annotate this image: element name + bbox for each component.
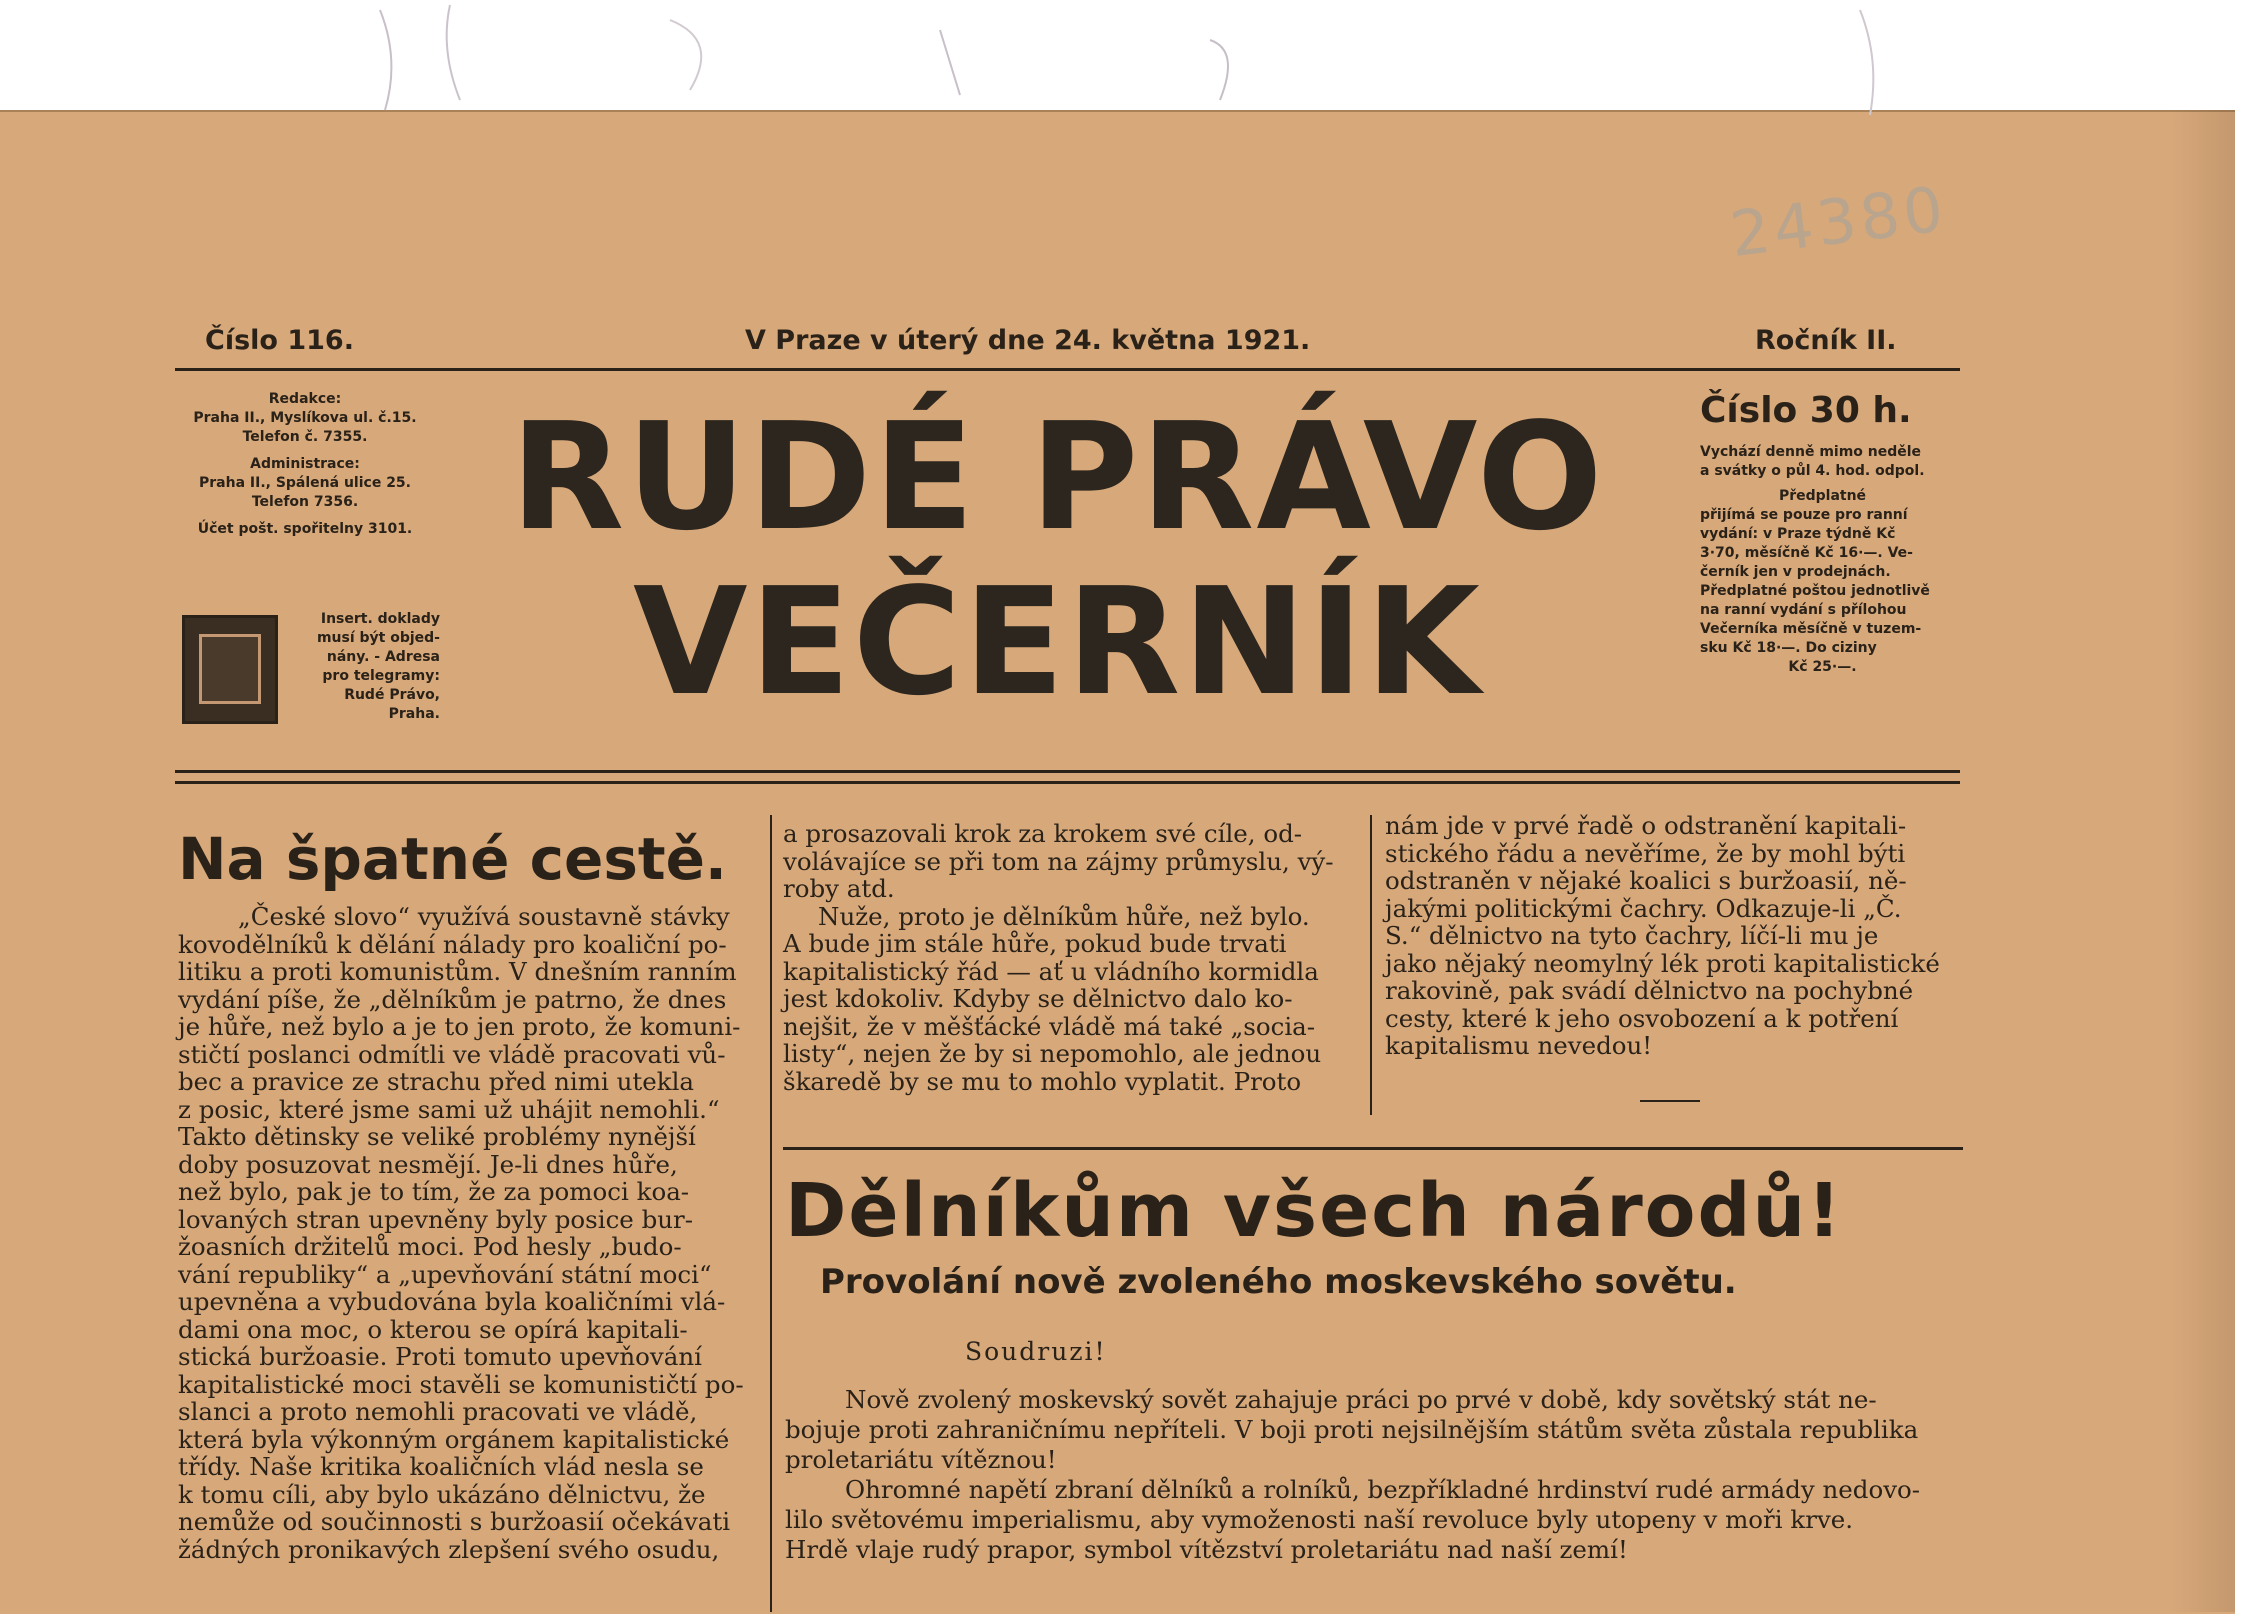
text-line: dami ona moc, o kterou se opírá kapitali- bbox=[178, 1314, 688, 1344]
text-line: škaredě by se mu to mohlo vyplatit. Proto bbox=[783, 1066, 1302, 1096]
info-line: Telefon č. 7355. bbox=[242, 429, 368, 445]
sub-line: sku Kč 18·—. Do ciziny bbox=[1700, 640, 1877, 656]
column-divider-2 bbox=[1370, 815, 1372, 1115]
masthead-line2: VEČERNÍK bbox=[633, 556, 1482, 728]
sub-line: černík jen v prodejnách. bbox=[1700, 564, 1891, 580]
ad-line: Insert. doklady bbox=[320, 611, 440, 627]
ad-line: nány. - Adresa bbox=[326, 649, 440, 665]
text-line: lilo světovému imperialismu, aby vymoženosti naší revoluce byly utopeny v moři krve. bbox=[785, 1505, 1854, 1534]
text-line: kovodělníků k dělání nálady pro koaliční po- bbox=[178, 929, 727, 959]
sub-line: přijímá se pouze pro ranní bbox=[1700, 507, 1908, 523]
sub-line: 3·70, měsíčně Kč 16·—. Ve- bbox=[1700, 545, 1913, 561]
text-line: Hrdě vlaje rudý prapor, symbol vítězství proletariátu nad naší zemí! bbox=[785, 1535, 1628, 1564]
sub-line: na ranní vydání s přílohou bbox=[1700, 602, 1907, 618]
text-line: stičtí poslanci odmítli ve vládě pracovati vů- bbox=[178, 1039, 726, 1069]
text-line: stického řádu a nevěříme, že by mohl býti bbox=[1385, 838, 1906, 868]
masthead-line1: RUDÉ PRÁVO bbox=[510, 391, 1605, 563]
text-line: volávajíce se při tom na zájmy průmyslu, vý- bbox=[783, 846, 1334, 876]
text-line: lovaných stran upevněny byly posice bur- bbox=[178, 1204, 694, 1234]
text-line: S.“ dělnictvo na tyto čachry, líčí-li mu je bbox=[1385, 921, 1879, 950]
text-line: nejšit, že v měšťácké vládě má také „socia- bbox=[783, 1011, 1316, 1041]
text-line: A bude jim stále hůře, pokud bude trvati bbox=[783, 929, 1287, 958]
text-line: Nově zvolený moskevský sovět zahajuje práci po prvé v době, kdy sovětský stát ne- bbox=[845, 1385, 1877, 1414]
sub-line: vydání: v Praze týdně Kč bbox=[1700, 526, 1896, 542]
text-line: listy“, nejen že by si nepomohlo, ale jednou bbox=[783, 1039, 1322, 1068]
text-line: Takto dětinsky se veliké problémy nynější bbox=[178, 1122, 696, 1151]
text-line: kapitalistický řád — ať u vládního kormidla bbox=[783, 956, 1319, 986]
text-line: bojuje proti zahraničnímu nepříteli. V boji proti nejsilnějším státům světa zůstala republika bbox=[785, 1415, 1919, 1444]
sub-line: Vychází denně mimo neděle bbox=[1700, 444, 1922, 460]
info-line: Praha II., Spálená ulice 25. bbox=[199, 475, 411, 491]
text-line: „České slovo“ využívá soustavně stávky bbox=[238, 902, 730, 931]
text-line: kapitalistické moci stavěli se komunističtí po- bbox=[178, 1369, 744, 1399]
sub-line: Kč 25·—. bbox=[1788, 659, 1857, 675]
text-line: je hůře, než bylo a je to jen proto, že komuni- bbox=[178, 1012, 741, 1041]
text-line: proletariátu vítěznou! bbox=[785, 1445, 1057, 1474]
text-line: k tomu cíli, aby bylo ukázáno dělnictvu, že bbox=[178, 1479, 706, 1509]
text-line: žádných pronikavých zlepšení svého osudu, bbox=[178, 1534, 720, 1564]
ad-line: Rudé Právo, bbox=[344, 687, 440, 703]
section-rule bbox=[783, 1147, 1963, 1150]
text-line: která byla výkonným orgánem kapitalistické bbox=[178, 1424, 730, 1454]
article2-salutation: Soudruzi! bbox=[965, 1337, 1107, 1366]
text-line: jest kdokoliv. Kdyby se dělnictvo dalo ko- bbox=[783, 984, 1293, 1013]
text-line: vání republiky“ a „upevňování státní moci“ bbox=[178, 1259, 712, 1289]
text-line: stická buržoasie. Proti tomuto upevňování bbox=[178, 1342, 702, 1371]
paper-edge-shadow bbox=[2170, 110, 2235, 1612]
text-line: nám jde v prvé řadě o odstranění kapitali- bbox=[1385, 811, 1907, 840]
article2-body bbox=[785, 1385, 1965, 1565]
text-line: z posic, které jsme sami už uhájit nemohli.“ bbox=[178, 1094, 720, 1124]
info-line: Telefon 7356. bbox=[251, 494, 359, 510]
telegram-address-box bbox=[290, 610, 440, 724]
issue-number: Číslo 116. bbox=[205, 325, 354, 356]
info-line: Praha II., Myslíkova ul. č.15. bbox=[193, 410, 417, 426]
sub-line: Večerníka měsíčně v tuzem- bbox=[1700, 621, 1922, 637]
text-line: jakými politickými čachry. Odkazuje-li „Č. bbox=[1385, 893, 1902, 923]
text-line: než bylo, pak je to tím, že za pomoci koa- bbox=[178, 1177, 690, 1206]
article1-column2 bbox=[783, 820, 1353, 1095]
text-line: cesty, které k jeho osvobození a k potření bbox=[1385, 1003, 1899, 1033]
subscription-info-box bbox=[1700, 390, 1945, 677]
text-line: rakovině, pak svádí dělnictvo na pochybné bbox=[1385, 976, 1914, 1005]
text-line: roby atd. bbox=[783, 874, 895, 903]
text-line: Nuže, proto je dělníkům hůře, než bylo. bbox=[818, 901, 1310, 931]
text-line: jako nějaký neomylný lék proti kapitalistické bbox=[1385, 948, 1940, 978]
article1-column1 bbox=[178, 902, 744, 1564]
text-line: odstraněn v nějaké koalici s buržoasií, ně- bbox=[1385, 866, 1907, 895]
text-line: a prosazovali krok za krokem své cíle, od- bbox=[783, 819, 1303, 848]
text-line: slanci a proto nemohli pracovati ve vládě, bbox=[178, 1397, 698, 1426]
text-line: Ohromné napětí zbraní dělníků a rolníků, bezpříkladné hrdinství rudé armády nedovo- bbox=[845, 1475, 1921, 1504]
text-line: litiku a proti komunistům. V dnešním ranním bbox=[178, 957, 737, 986]
masthead bbox=[455, 391, 1660, 728]
article2-headline: Dělníkům všech národů! bbox=[785, 1168, 1843, 1254]
info-line: Administrace: bbox=[250, 456, 360, 472]
text-line: vydání píše, že „dělníkům je patrno, že dnes bbox=[178, 984, 727, 1014]
masthead-rule-bottom bbox=[175, 781, 1960, 784]
pencil-scribbles bbox=[80, 0, 1980, 120]
article1-headline: Na špatné cestě. bbox=[178, 825, 727, 893]
volume-number: Ročník II. bbox=[1755, 325, 1897, 356]
ad-line: musí být objed- bbox=[316, 630, 440, 646]
ad-line: pro telegramy: bbox=[322, 668, 440, 684]
text-line: nemůže od součinnosti s buržoasií očekávati bbox=[178, 1507, 731, 1536]
end-of-article-dash bbox=[1640, 1100, 1700, 1102]
sub-line: a svátky o půl 4. hod. odpol. bbox=[1700, 463, 1925, 479]
masthead-rule-top bbox=[175, 770, 1960, 773]
text-line: třídy. Naše kritika koaličních vlád nesla se bbox=[178, 1452, 704, 1481]
text-line: kapitalismu nevedou! bbox=[1385, 1031, 1653, 1060]
column-divider-1 bbox=[770, 815, 772, 1612]
sub-line: Předplatné poštou jednotlivě bbox=[1700, 583, 1930, 599]
dateline: V Praze v úterý dne 24. května 1921. bbox=[745, 325, 1311, 356]
text-line: doby posuzovat nesmějí. Je-li dnes hůře, bbox=[178, 1149, 678, 1179]
article2-subheadline: Provolání nově zvoleného moskevského sovětu. bbox=[820, 1262, 1737, 1302]
header-rule bbox=[175, 368, 1960, 371]
text-line: bec a pravice ze strachu před nimi utekla bbox=[178, 1067, 695, 1096]
sub-line: Předplatné bbox=[1778, 488, 1867, 504]
ad-line: Praha. bbox=[388, 706, 440, 722]
price-label: Číslo 30 h. bbox=[1700, 390, 1912, 431]
info-line: Účet pošt. spořitelny 3101. bbox=[197, 521, 413, 537]
editorial-info-box bbox=[175, 390, 435, 539]
article1-column3 bbox=[1385, 812, 1960, 1060]
printer-mark-emblem bbox=[182, 615, 278, 724]
info-line: Redakce: bbox=[268, 391, 342, 407]
text-line: žoasních držitelů moci. Pod hesly „budo- bbox=[178, 1232, 682, 1261]
text-line: upevněna a vybudována byla koaličními vlá- bbox=[178, 1287, 726, 1316]
handwritten-archive-number: 24380 bbox=[1726, 172, 1951, 271]
